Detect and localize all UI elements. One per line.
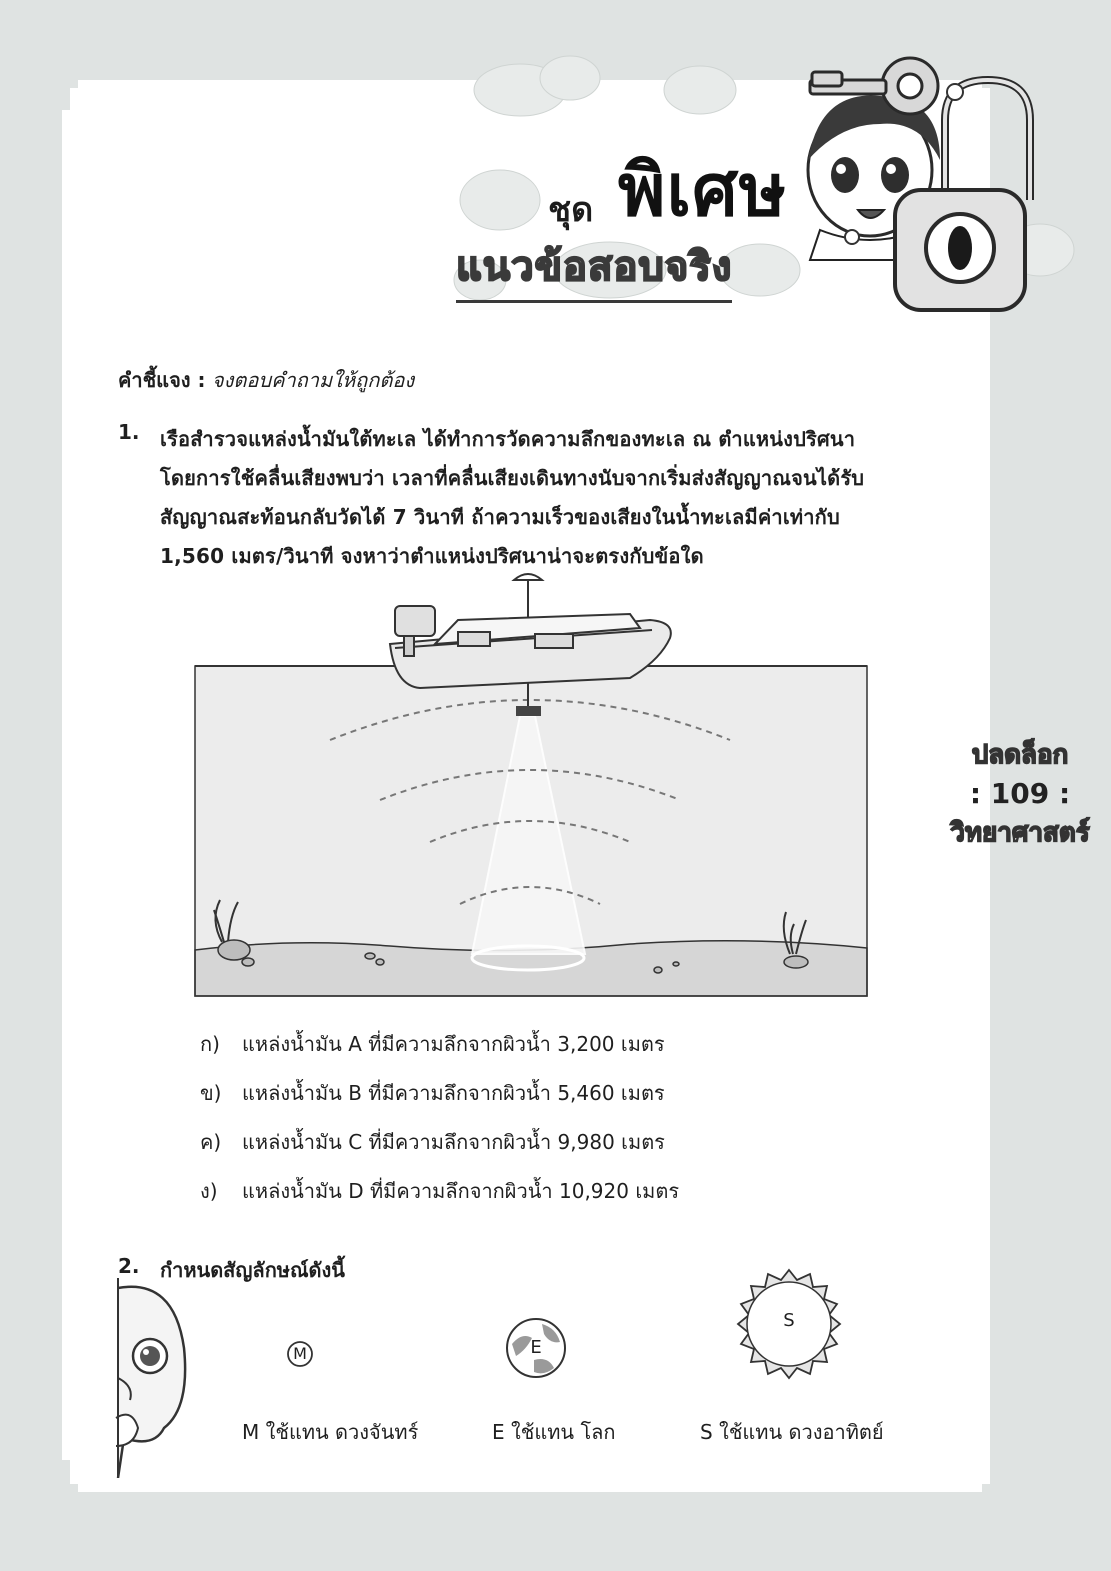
choice-c[interactable] bbox=[200, 1126, 679, 1175]
page-number: : 109 : bbox=[969, 777, 1071, 810]
question-1-line: 1,560 เมตร/วินาที จงหาว่าตำแหน่งปริศนาน่าจะตรงกับข้อใด bbox=[160, 544, 704, 568]
instruction-text: จงตอบคำถามให้ถูกต้อง bbox=[211, 368, 415, 392]
sonar-transducer bbox=[516, 706, 541, 716]
choice-text: แหล่งน้ำมัน D ที่มีความลึกจากผิวน้ำ 10,920 เมตร bbox=[242, 1179, 680, 1203]
earth-symbol-letter: E bbox=[530, 1337, 542, 1358]
sun-caption: S ใช้แทน ดวงอาทิตย์ bbox=[700, 1420, 884, 1444]
sheet-edge-bottom bbox=[78, 1482, 982, 1492]
subject-label: วิทยาศาสตร์ bbox=[950, 818, 1090, 848]
question-1-text bbox=[160, 420, 944, 576]
sonar-diagram bbox=[190, 570, 870, 1002]
mascot-illustration bbox=[104, 1278, 194, 1478]
answer-choices bbox=[200, 1028, 679, 1224]
earth-caption: E ใช้แทน โลก bbox=[492, 1420, 616, 1444]
title-prefix: ชุด bbox=[548, 190, 594, 230]
side-tab-label: ปลดล็อก bbox=[971, 740, 1069, 770]
choice-key: ค) bbox=[200, 1130, 222, 1154]
instruction-label: คำชี้แจง : bbox=[118, 368, 206, 392]
choice-text: แหล่งน้ำมัน A ที่มีความลึกจากผิวน้ำ 3,200 เมตร bbox=[242, 1032, 665, 1056]
side-tab bbox=[950, 734, 1090, 853]
boat-illustration bbox=[390, 606, 671, 688]
instruction bbox=[118, 364, 414, 396]
choice-text: แหล่งน้ำมัน C ที่มีความลึกจากผิวน้ำ 9,980 เมตร bbox=[242, 1130, 665, 1154]
question-2-number: 2. bbox=[118, 1254, 140, 1278]
question-1-line: โดยการใช้คลื่นเสียงพบว่า เวลาที่คลื่นเสียงเดินทางนับจากเริ่มส่งสัญญาณจนได้รับ bbox=[160, 466, 865, 490]
moon-symbol-letter: M bbox=[293, 1344, 307, 1363]
antenna-icon bbox=[514, 574, 542, 580]
choice-key: ข) bbox=[200, 1081, 222, 1105]
choice-key: ก) bbox=[200, 1032, 220, 1056]
choice-a[interactable] bbox=[200, 1028, 679, 1077]
page-subtitle: แนวข้อสอบจริง bbox=[456, 234, 732, 303]
sun-symbol-letter: S bbox=[783, 1310, 795, 1331]
moon-caption: M ใช้แทน ดวงจันทร์ bbox=[242, 1420, 419, 1444]
page-title: พิเศษ bbox=[618, 148, 788, 232]
choice-text: แหล่งน้ำมัน B ที่มีความลึกจากผิวน้ำ 5,460 เมตร bbox=[242, 1081, 665, 1105]
choice-b[interactable] bbox=[200, 1077, 679, 1126]
question-1-number: 1. bbox=[118, 420, 140, 444]
question-2-text: กำหนดสัญลักษณ์ดังนี้ bbox=[160, 1258, 345, 1282]
choice-d[interactable] bbox=[200, 1175, 679, 1224]
question-1-line: เรือสำรวจแหล่งน้ำมันใต้ทะเล ได้ทำการวัดความลึกของทะเล ณ ตำแหน่งปริศนา bbox=[160, 427, 856, 451]
question-1-line: สัญญาณสะท้อนกลับวัดได้ 7 วินาที ถ้าความเร็วของเสียงในน้ำทะเลมีค่าเท่ากับ bbox=[160, 505, 840, 529]
choice-key: ง) bbox=[200, 1179, 218, 1203]
sheet-edge-left bbox=[62, 110, 72, 1460]
